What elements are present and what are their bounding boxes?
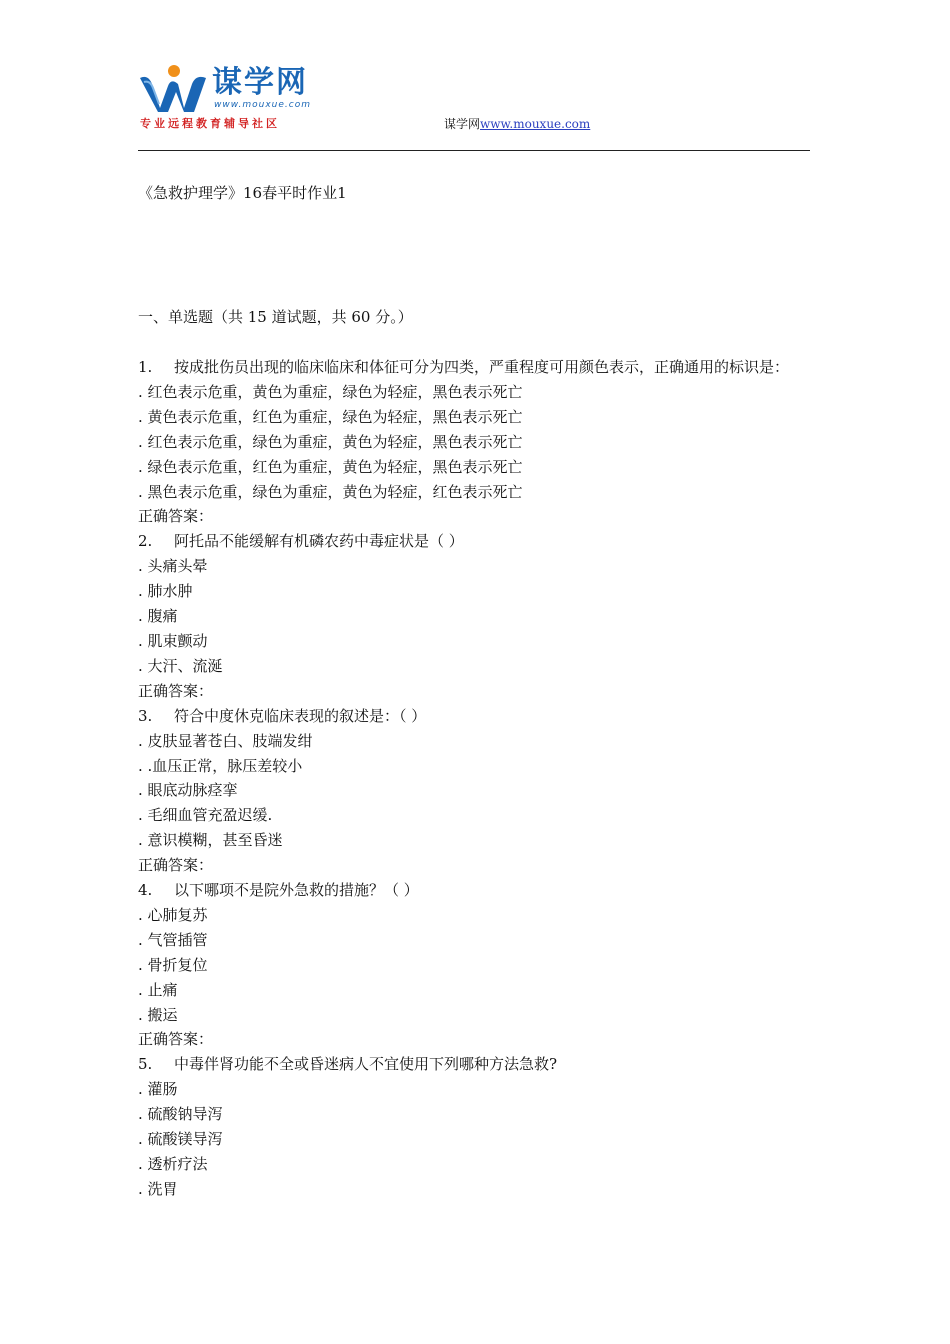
answer-label: 正确答案： [138, 681, 214, 700]
option-e: . 洗胃 [138, 1179, 178, 1198]
question-number: 1. [138, 358, 153, 376]
question-stem [138, 878, 814, 903]
question-text: 阿托品不能缓解有机磷农药中毒症状是（ ） [174, 532, 464, 551]
header-divider [138, 150, 810, 151]
option-a: . 红色表示危重，黄色为重症，绿色为轻症，黑色表示死亡 [138, 382, 523, 401]
option-d: . 绿色表示危重，红色为重症，黄色为轻症，黑色表示死亡 [138, 457, 523, 476]
site-link[interactable]: www.mouxue.com [480, 117, 591, 131]
page-header [0, 0, 950, 152]
option-b: . .血压正常，脉压差较小 [138, 756, 303, 775]
logo-text: 谋学网 [212, 65, 308, 100]
answer-label: 正确答案： [138, 507, 214, 526]
option-c: . 硫酸镁导泻 [138, 1130, 223, 1149]
option-c: . 眼底动脉痉挛 [138, 781, 238, 800]
option-b: . 黄色表示危重，红色为重症，绿色为轻症，黑色表示死亡 [138, 407, 523, 426]
section-title: 一、单选题（共 15 道试题，共 60 分。） [138, 308, 413, 326]
question-number: 3. [138, 706, 153, 725]
option-a: . 头痛头晕 [138, 557, 208, 576]
option-c: . 红色表示危重，绿色为重症，黄色为轻症，黑色表示死亡 [138, 432, 523, 451]
question-number: 4. [138, 881, 153, 900]
option-a: . 皮肤显著苍白、肢端发绀 [138, 731, 313, 750]
option-d: . 毛细血管充盈迟缓. [138, 806, 273, 825]
option-e: . 搬运 [138, 1005, 178, 1024]
question-text: 中毒伴肾功能不全或昏迷病人不宜使用下列哪种方法急救? [174, 1055, 558, 1074]
document-title: 《急救护理学》16春平时作业1 [138, 184, 347, 202]
question-list [138, 355, 814, 1202]
option-a: . 心肺复苏 [138, 905, 208, 924]
question-stem [138, 704, 814, 729]
question-number: 2. [138, 532, 153, 551]
option-e: . 意识模糊，甚至昏迷 [138, 831, 283, 850]
answer-label: 正确答案： [138, 1030, 214, 1049]
question-stem [138, 355, 814, 380]
option-c: . 骨折复位 [138, 955, 208, 974]
option-c: . 腹痛 [138, 607, 178, 626]
mouxue-logo [138, 64, 328, 134]
logo-mark-icon [138, 64, 210, 114]
question-text: 以下哪项不是院外急救的措施？（ ） [174, 881, 419, 900]
option-d: . 透析疗法 [138, 1155, 208, 1173]
option-d: . 肌束颤动 [138, 631, 208, 650]
option-a: . 灌肠 [138, 1080, 178, 1099]
answer-label: 正确答案： [138, 856, 214, 875]
option-b: . 气管插管 [138, 930, 208, 949]
question-stem [138, 1052, 814, 1077]
question-text: 按成批伤员出现的临床临床和体征可分为四类，严重程度可用颜色表示，正确通用的标识是： [174, 358, 790, 376]
logo-slogan: 专业远程教育辅导社区 [140, 117, 280, 130]
site-reference [444, 116, 590, 132]
site-name: 谋学网 [444, 117, 481, 131]
option-b: . 硫酸钠导泻 [138, 1105, 223, 1124]
option-e: . 黑色表示危重，绿色为重症，黄色为轻症，红色表示死亡 [138, 482, 523, 501]
question-number: 5. [138, 1055, 153, 1074]
question-stem [138, 529, 814, 554]
option-d: . 止痛 [138, 980, 178, 999]
option-b: . 肺水肿 [138, 582, 193, 601]
question-text: 符合中度休克临床表现的叙述是：（ ） [174, 706, 427, 725]
logo-url: www.mouxue.com [214, 100, 311, 110]
option-e: . 大汗、流涎 [138, 656, 223, 675]
